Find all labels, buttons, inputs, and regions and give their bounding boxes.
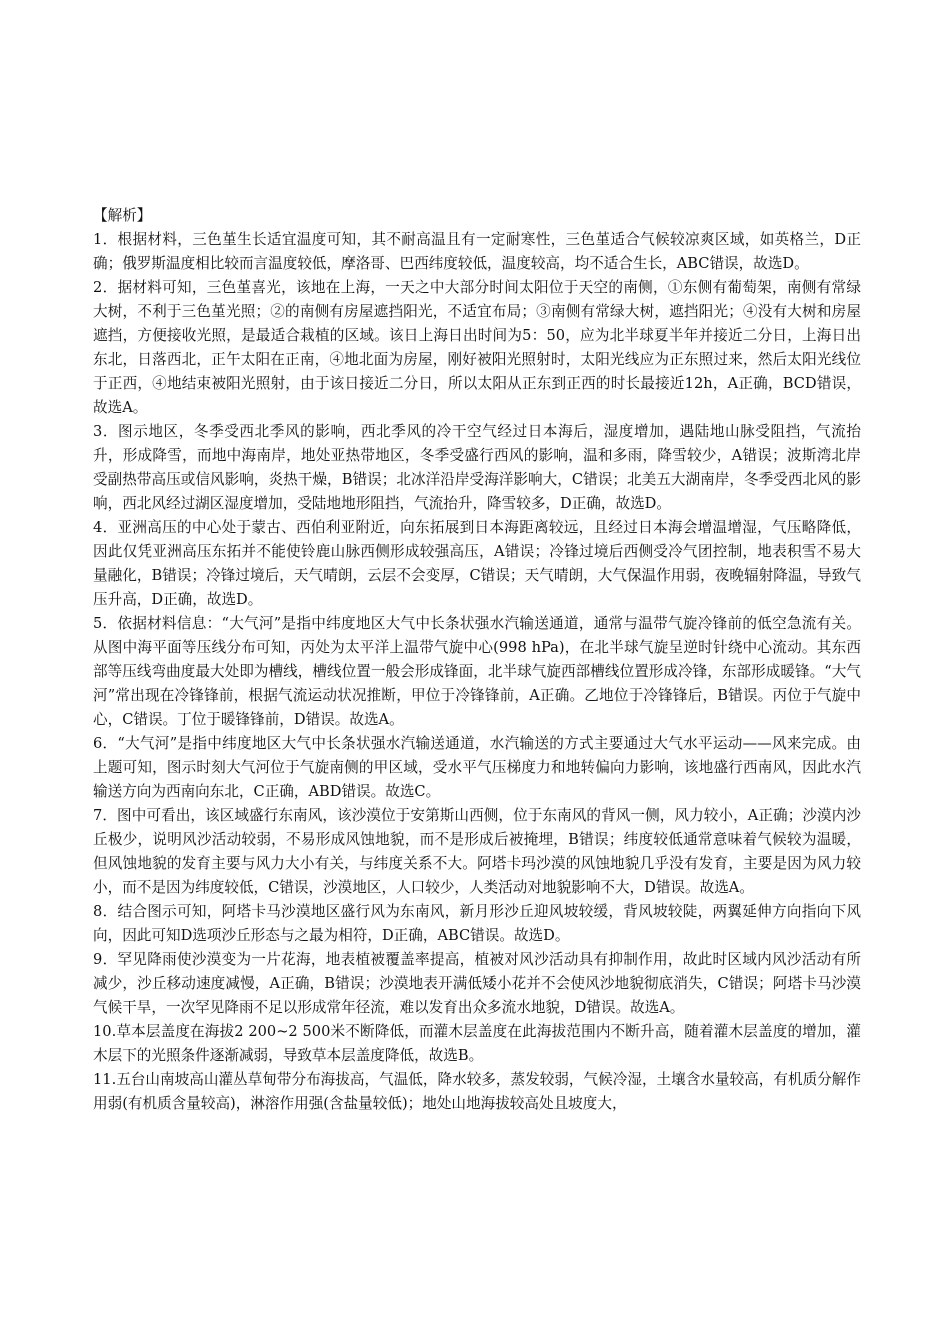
- answer-paragraph-5: 5．依据材料信息：“大气河”是指中纬度地区大气中长条状强水汽输送通道，通常与温带气旋冷锋前的低空急流有关。从图中海平面等压线分布可知，丙处为太平洋上温带气旋中心(998 hPa)，在北半球气旋呈逆时针绕中心流动。其东西部等压线弯曲度最大处即为槽线，槽线位置一般会形成锋面，北半球气旋西部槽线位置形成冷锋，东部形成暖锋。“大气河”常出现在冷锋锋前，根据气流运动状况推断，甲位于冷锋锋前，A正确。乙地位于冷锋锋后，B错误。丙位于气旋中心，C错误。丁位于暖锋锋前，D错误。故选A。: [93, 615, 861, 728]
- analysis-document: [93, 204, 861, 1116]
- answer-paragraph-6: 6．“大气河”是指中纬度地区大气中长条状强水汽输送通道，水汽输送的方式主要通过大气水平运动——风来完成。由上题可知，图示时刻大气河位于气旋南侧的甲区域，受水平气压梯度力和地转偏向力影响，该地盛行西南风，因此水汽输送方向为西南向东北，C正确，ABD错误。故选C。: [93, 735, 861, 800]
- answer-paragraph-4: 4．亚洲高压的中心处于蒙古、西伯利亚附近，向东拓展到日本海距离较远，且经过日本海会增温增湿，气压略降低，因此仅凭亚洲高压东拓并不能使铃鹿山脉西侧形成较强高压，A错误；冷锋过境后西侧受冷气团控制，地表积雪不易大量融化，B错误；冷锋过境后，天气晴朗，云层不会变厚，C错误；天气晴朗，大气保温作用弱，夜晚辐射降温，导致气压升高，D正确，故选D。: [93, 519, 861, 608]
- answer-paragraph-10: 10.草本层盖度在海拔2 200~2 500米不断降低，而灌木层盖度在此海拔范围内不断升高，随着灌木层盖度的增加，灌木层下的光照条件逐渐减弱，导致草本层盖度降低，故选B。: [93, 1023, 861, 1064]
- answer-paragraph-2: 2．据材料可知，三色堇喜光，该地在上海，一天之中大部分时间太阳位于天空的南侧，①东侧有葡萄架，南侧有常绿大树，不利于三色堇光照；②的南侧有房屋遮挡阳光，不适宜布局；③南侧有常绿大树，遮挡阳光；④没有大树和房屋遮挡，方便接收光照，是最适合栽植的区域。该日上海日出时间为5：50，应为北半球夏半年并接近二分日，上海日出东北，日落西北，正午太阳在正南，④地北面为房屋，刚好被阳光照射时，太阳光线应为正东照过来，然后太阳光线位于正西，④地结束被阳光照射，由于该日接近二分日，所以太阳从正东到正西的时长最接近12h，A正确，BCD错误，故选A。: [93, 279, 861, 416]
- answer-paragraph-3: 3．图示地区，冬季受西北季风的影响，西北季风的冷干空气经过日本海后，湿度增加，遇陆地山脉受阻挡，气流抬升，形成降雪，而地中海南岸，地处亚热带地区，冬季受盛行西风的影响，温和多雨，降雪较少，A错误；波斯湾北岸受副热带高压或信风影响，炎热干燥，B错误；北冰洋沿岸受海洋影响大，C错误；北美五大湖南岸，冬季受西北风的影响，西北风经过湖区湿度增加，受陆地地形阻挡，气流抬升，降雪较多，D正确，故选D。: [93, 423, 861, 512]
- answer-paragraph-8: 8．结合图示可知，阿塔卡马沙漠地区盛行风为东南风，新月形沙丘迎风坡较缓，背风坡较陡，两翼延伸方向指向下风向，因此可知D选项沙丘形态与之最为相符，D正确，ABC错误。故选D。: [93, 903, 861, 944]
- answer-paragraph-9: 9．罕见降雨使沙漠变为一片花海，地表植被覆盖率提高，植被对风沙活动具有抑制作用，故此时区域内风沙活动有所减少，沙丘移动速度减慢，A正确，B错误；沙漠地表开满低矮小花并不会使风沙地貌彻底消失，C错误；阿塔卡马沙漠气候干旱，一次罕见降雨不足以形成常年径流，难以发育出众多流水地貌，D错误。故选A。: [93, 951, 861, 1016]
- answer-paragraph-11: 11.五台山南坡高山灌丛草甸带分布海拔高，气温低，降水较多，蒸发较弱，气候冷湿，土壤含水量较高，有机质分解作用弱(有机质含量较高)，淋溶作用强(含盐量较低)；地处山地海拔较高处且坡度大，: [93, 1071, 861, 1112]
- answer-paragraph-7: 7．图中可看出，该区域盛行东南风，该沙漠位于安第斯山西侧，位于东南风的背风一侧，风力较小，A正确；沙漠内沙丘极少，说明风沙活动较弱，不易形成风蚀地貌，而不是形成后被掩埋，B错误；纬度较低通常意味着气候较为温暖，但风蚀地貌的发育主要与风力大小有关，与纬度关系不大。阿塔卡玛沙漠的风蚀地貌几乎没有发育，主要是因为风力较小，而不是因为纬度较低，C错误，沙漠地区，人口较少，人类活动对地貌影响不大，D错误。故选A。: [93, 807, 861, 896]
- answer-paragraph-1: 1．根据材料，三色堇生长适宜温度可知，其不耐高温且有一定耐寒性，三色堇适合气候较凉爽区域，如英格兰，D正确；俄罗斯温度相比较而言温度较低，摩洛哥、巴西纬度较低，温度较高，均不适合生长，ABC错误，故选D。: [93, 231, 861, 272]
- analysis-heading: 【解析】: [93, 207, 152, 224]
